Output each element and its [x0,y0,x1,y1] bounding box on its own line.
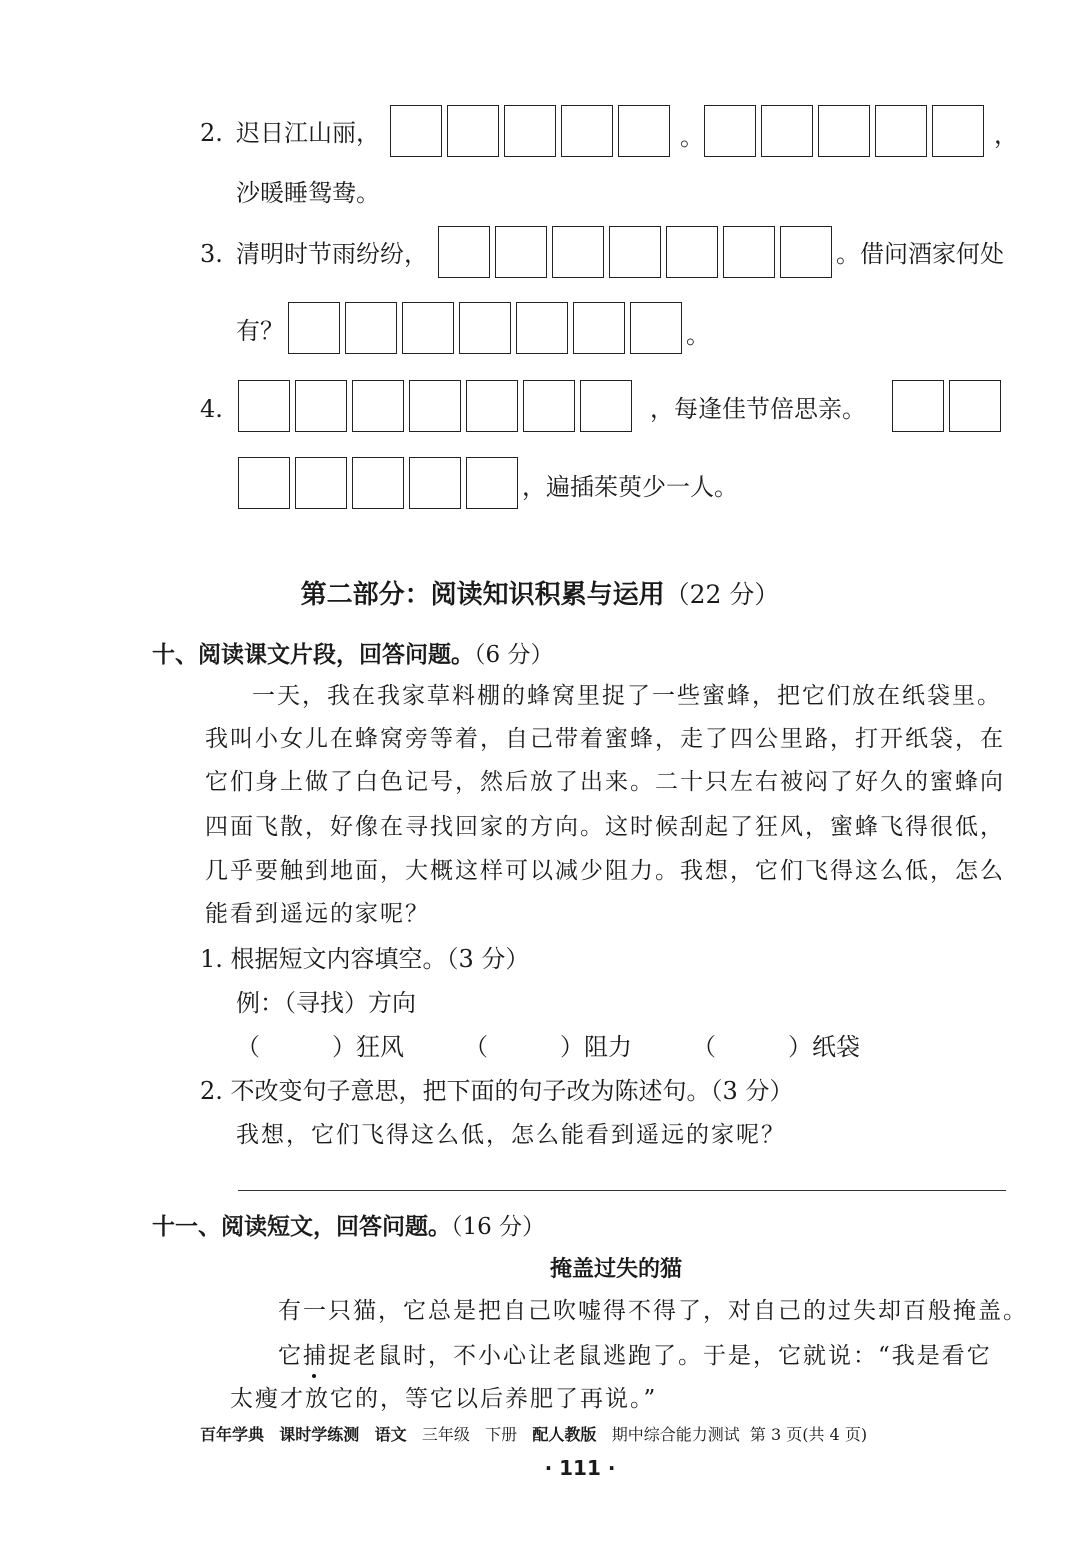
q2-number: 2. [200,119,223,147]
s10-q1-blank-3[interactable]: （ ）纸袋 [692,1033,860,1061]
q2-text2: 沙暖睡鸳鸯。 [236,179,380,207]
char-box[interactable] [892,380,944,432]
char-box[interactable] [459,302,511,354]
char-box[interactable] [875,105,927,157]
q4-number: 4. [200,395,223,423]
s10-q1-label: 1. 根据短文内容填空。（3 分） [200,945,530,973]
q4-answer-grid-1 [238,380,632,432]
char-box[interactable] [630,302,682,354]
q2-punct2: ， [994,121,1018,149]
section11-points: （16 分） [451,1214,546,1240]
part2-title: 第二部分：阅读知识积累与运用 [300,580,665,610]
char-box[interactable] [295,380,347,432]
char-box[interactable] [561,105,613,157]
part2-heading [0,574,1080,611]
footer-brand: 百年学典 [200,1425,265,1444]
char-box[interactable] [552,226,604,278]
char-box[interactable] [932,105,984,157]
section11-heading [152,1208,545,1241]
answer-line[interactable] [238,1190,1006,1191]
char-box[interactable] [723,226,775,278]
footer-grade: 三年级 [421,1425,470,1444]
char-box[interactable] [761,105,813,157]
page-number: · 111 · [544,1456,616,1480]
char-box[interactable] [295,457,347,509]
q4-answer-grid-2 [892,380,1001,432]
char-box[interactable] [516,302,568,354]
passage-line-4: 四面飞散，好像在寻找回家的方向。这时候刮起了狂风，蜜蜂飞得很低， [205,814,1005,840]
char-box[interactable] [504,105,556,157]
char-box[interactable] [352,380,404,432]
char-box[interactable] [447,105,499,157]
q3-punct: 。 [686,321,710,349]
s10-q1-example: 例：（寻找）方向 [236,989,416,1017]
char-box[interactable] [609,226,661,278]
char-box[interactable] [438,226,490,278]
footer-bar [200,1422,867,1445]
q3-answer-grid-2 [288,302,682,354]
footer-page-info: 第 3 页(共 4 页) [749,1425,868,1444]
footer-series: 课时学练测 [279,1425,360,1444]
story-line-2: 它捕捉老鼠时，不小心让老鼠逃跑了。于是，它就说：“我是看它 [278,1343,992,1369]
q3-text2: 。借问酒家何处 [836,240,1004,268]
footer-test: 期中综合能力测试 [611,1425,740,1444]
char-box[interactable] [288,302,340,354]
s10-q1-blank-1[interactable]: （ ）狂风 [236,1033,404,1061]
char-box[interactable] [666,226,718,278]
q2-answer-grid-1 [390,105,670,157]
section10-heading [152,636,553,669]
section11-heading-text: 十一、阅读短文，回答问题。 [152,1214,451,1240]
char-box[interactable] [345,302,397,354]
char-box[interactable] [466,380,518,432]
char-box[interactable] [238,457,290,509]
s10-q2-sentence: 我想，它们飞得这么低，怎么能看到遥远的家呢？ [236,1122,786,1148]
section10-heading-text: 十、阅读课文片段，回答问题。 [152,642,474,668]
story-title: 掩盖过失的猫 [549,1257,682,1282]
passage-line-6: 能看到遥远的家呢？ [205,901,430,927]
footer-volume: 下册 [485,1425,518,1444]
char-box[interactable] [573,302,625,354]
story-line-3: 太瘦才放它的，等它以后养肥了再说。” [230,1386,658,1412]
char-box[interactable] [580,380,632,432]
char-box[interactable] [495,226,547,278]
q2-punct1: 。 [680,123,704,151]
passage-line-3: 它们身上做了白色记号，然后放了出来。二十只左右被闷了好久的蜜蜂向 [205,769,1005,795]
char-box[interactable] [352,457,404,509]
part2-points: （22 分） [664,580,780,609]
section10-points: （6 分） [474,642,554,668]
s10-q1-blank-2[interactable]: （ ）阻力 [464,1033,632,1061]
footer-subject: 语文 [374,1425,407,1444]
q4-text2: ，遍插茱萸少一人。 [522,473,738,501]
story-line-1: 有一只猫，它总是把自己吹嘘得不得了，对自己的过失却百般掩盖。 [278,1298,1028,1324]
q3-text3: 有？ [236,317,284,345]
q3-answer-grid-1 [438,226,832,278]
char-box[interactable] [238,380,290,432]
char-box[interactable] [704,105,756,157]
passage-line-1: 一天，我在我家草料棚的蜂窝里捉了一些蜜蜂，把它们放在纸袋里。 [252,683,1002,709]
char-box[interactable] [523,380,575,432]
char-box[interactable] [949,380,1001,432]
char-box[interactable] [409,457,461,509]
char-box[interactable] [390,105,442,157]
char-box[interactable] [409,380,461,432]
q2-text1: 迟日江山丽， [236,119,380,147]
footer-edition: 配人教版 [532,1425,597,1444]
char-box[interactable] [818,105,870,157]
passage-line-5: 几乎要触到地面，大概这样可以减少阻力。我想，它们飞得这么低，怎么 [205,858,1005,884]
char-box[interactable] [618,105,670,157]
q4-text1: ，每逢佳节倍思亲。 [650,395,866,423]
char-box[interactable] [780,226,832,278]
q2-answer-grid-2 [704,105,984,157]
q3-text1: 清明时节雨纷纷， [236,240,428,268]
q3-number: 3. [200,240,223,268]
passage-line-2: 我叫小女儿在蜂窝旁等着，自己带着蜜蜂，走了四公里路，打开纸袋，在 [205,726,1005,752]
q4-answer-grid-3 [238,457,518,509]
char-box[interactable] [466,457,518,509]
char-box[interactable] [402,302,454,354]
emphasis-dot [312,1374,316,1378]
s10-q2-label: 2. 不改变句子意思，把下面的句子改为陈述句。（3 分） [200,1077,794,1105]
